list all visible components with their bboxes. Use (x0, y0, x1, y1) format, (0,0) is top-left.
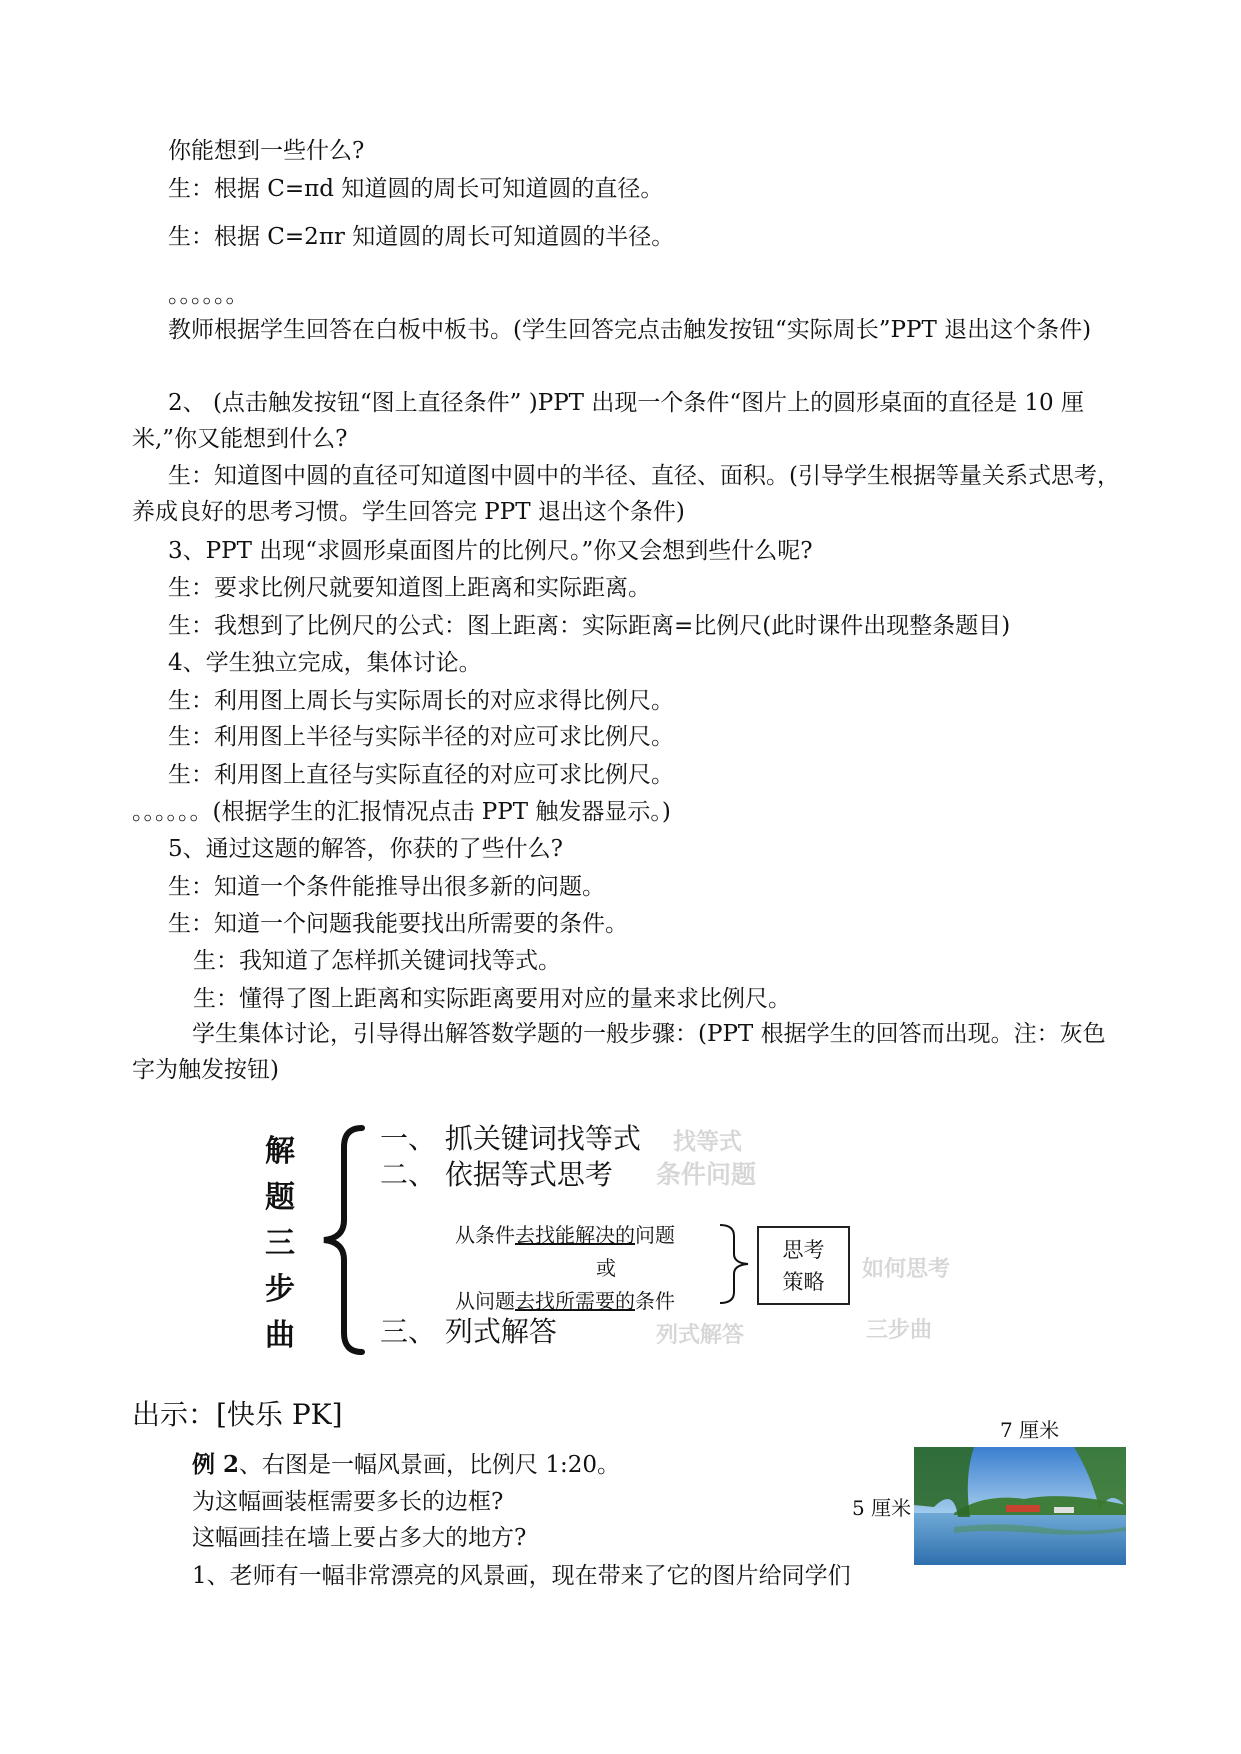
step-one: 一、 抓关键词找等式 (380, 1122, 641, 1155)
step-three: 三、 列式解答 (380, 1315, 557, 1348)
trigger-button-find-equation[interactable]: 找等式 (673, 1129, 742, 1155)
paragraph: 教师根据学生回答在白板中板书。(学生回答完点击触发按钮“实际周长”PPT 退出这个条件) (168, 317, 1092, 343)
text-line: 生：根据 C=πd 知道圆的周长可知道圆的直径。 (168, 176, 664, 202)
example-line (192, 1450, 620, 1480)
method-text-underlined: 去找能解决的 (515, 1223, 635, 1247)
text-line: 生：我想到了比例尺的公式：图上距离：实际距离=比例尺(此时课件出现整条题目) (168, 613, 1011, 639)
step-two: 二、 依据等式思考 (380, 1158, 613, 1191)
dimension-width: 7 厘米 (1000, 1418, 1060, 1442)
diagram-title-char: 解 (265, 1134, 295, 1169)
text-line: 生：利用图上直径与实际直径的对应可求比例尺。 (168, 762, 674, 788)
paragraph: 生：知道图中圆的直径可知道图中圆中的半径、直径、面积。(引导学生根据等量关系式思考，养成良好的思考习惯。学生回答完 PPT 退出这个条件) (132, 463, 1120, 525)
trigger-button-solve[interactable]: 列式解答 (656, 1323, 745, 1348)
method-text: 从问题 (455, 1289, 515, 1313)
trigger-button-three-steps[interactable]: 三步曲 (866, 1318, 933, 1343)
method-from-condition (455, 1219, 675, 1248)
trigger-button-condition-question[interactable]: 条件问题 (656, 1160, 757, 1189)
method-text-underlined: 去找所需要的 (515, 1289, 635, 1313)
question-line: 为这幅画装框需要多长的边框? (192, 1489, 504, 1515)
text-line: 生：要求比例尺就要知道图上距离和实际距离。 (168, 575, 651, 601)
text-line: 生：我知道了怎样抓关键词找等式。 (193, 948, 561, 974)
example-label: 例 2 (192, 1451, 240, 1478)
method-text: 问题 (635, 1223, 675, 1247)
dimension-height: 5 厘米 (852, 1496, 912, 1520)
text-line: 。。。。。。(根据学生的汇报情况点击 PPT 触发器显示。) (132, 799, 671, 825)
big-brace (318, 1125, 368, 1355)
question-line: 这幅画挂在墙上要占多大的地方? (192, 1525, 527, 1551)
box-line: 策略 (782, 1270, 825, 1294)
diagram-title-char: 步 (265, 1272, 295, 1307)
diagram-title-char: 曲 (265, 1318, 295, 1353)
diagram-title-char: 三 (265, 1226, 295, 1261)
thinking-strategy-box (757, 1226, 850, 1305)
example-text: 、右图是一幅风景画，比例尺 1:20。 (239, 1452, 620, 1478)
text-line: 生：知道一个条件能推导出很多新的问题。 (168, 874, 605, 900)
method-from-question (455, 1285, 675, 1314)
small-brace (716, 1222, 752, 1306)
text-line: 生：利用图上周长与实际周长的对应求得比例尺。 (168, 688, 674, 714)
landscape-photo (914, 1447, 1126, 1565)
text-line: 生：根据 C=2πr 知道圆的周长可知道圆的半径。 (168, 224, 675, 250)
text-line: 生：知道一个问题我能要找出所需要的条件。 (168, 911, 628, 937)
section-heading: 出示：[快乐 PK] (132, 1398, 343, 1431)
method-text: 条件 (635, 1289, 675, 1313)
paragraph: 2、 (点击触发按钮“图上直径条件” )PPT 出现一个条件“图片上的圆形桌面的直径是 10 厘米,”你又能想到什么? (132, 390, 1084, 452)
text-line: 生：懂得了图上距离和实际距离要用对应的量来求比例尺。 (193, 986, 791, 1012)
method-text: 从条件 (455, 1223, 515, 1247)
diagram-title-char: 题 (265, 1180, 295, 1215)
text-line: 3、PPT 出现“求圆形桌面图片的比例尺。”你又会想到些什么呢? (168, 538, 813, 564)
text-line: 。。。。。。 (168, 282, 249, 308)
text-line: 1、老师有一幅非常漂亮的风景画，现在带来了它的图片给同学们 (192, 1563, 851, 1589)
text-line: 你能想到一些什么? (168, 138, 365, 164)
text-line: 生：利用图上半径与实际半径的对应可求比例尺。 (168, 724, 674, 750)
box-line: 思考 (782, 1238, 825, 1262)
text-line: 4、学生独立完成，集体讨论。 (168, 650, 482, 676)
paragraph: 学生集体讨论，引导得出解答数学题的一般步骤：(PPT 根据学生的回答而出现。注：灰色字为触发按钮) (132, 1021, 1106, 1083)
text-line: 5、通过这题的解答，你获的了些什么? (168, 836, 563, 862)
trigger-button-how-to-think[interactable]: 如何思考 (862, 1257, 951, 1282)
method-or: 或 (596, 1256, 616, 1280)
